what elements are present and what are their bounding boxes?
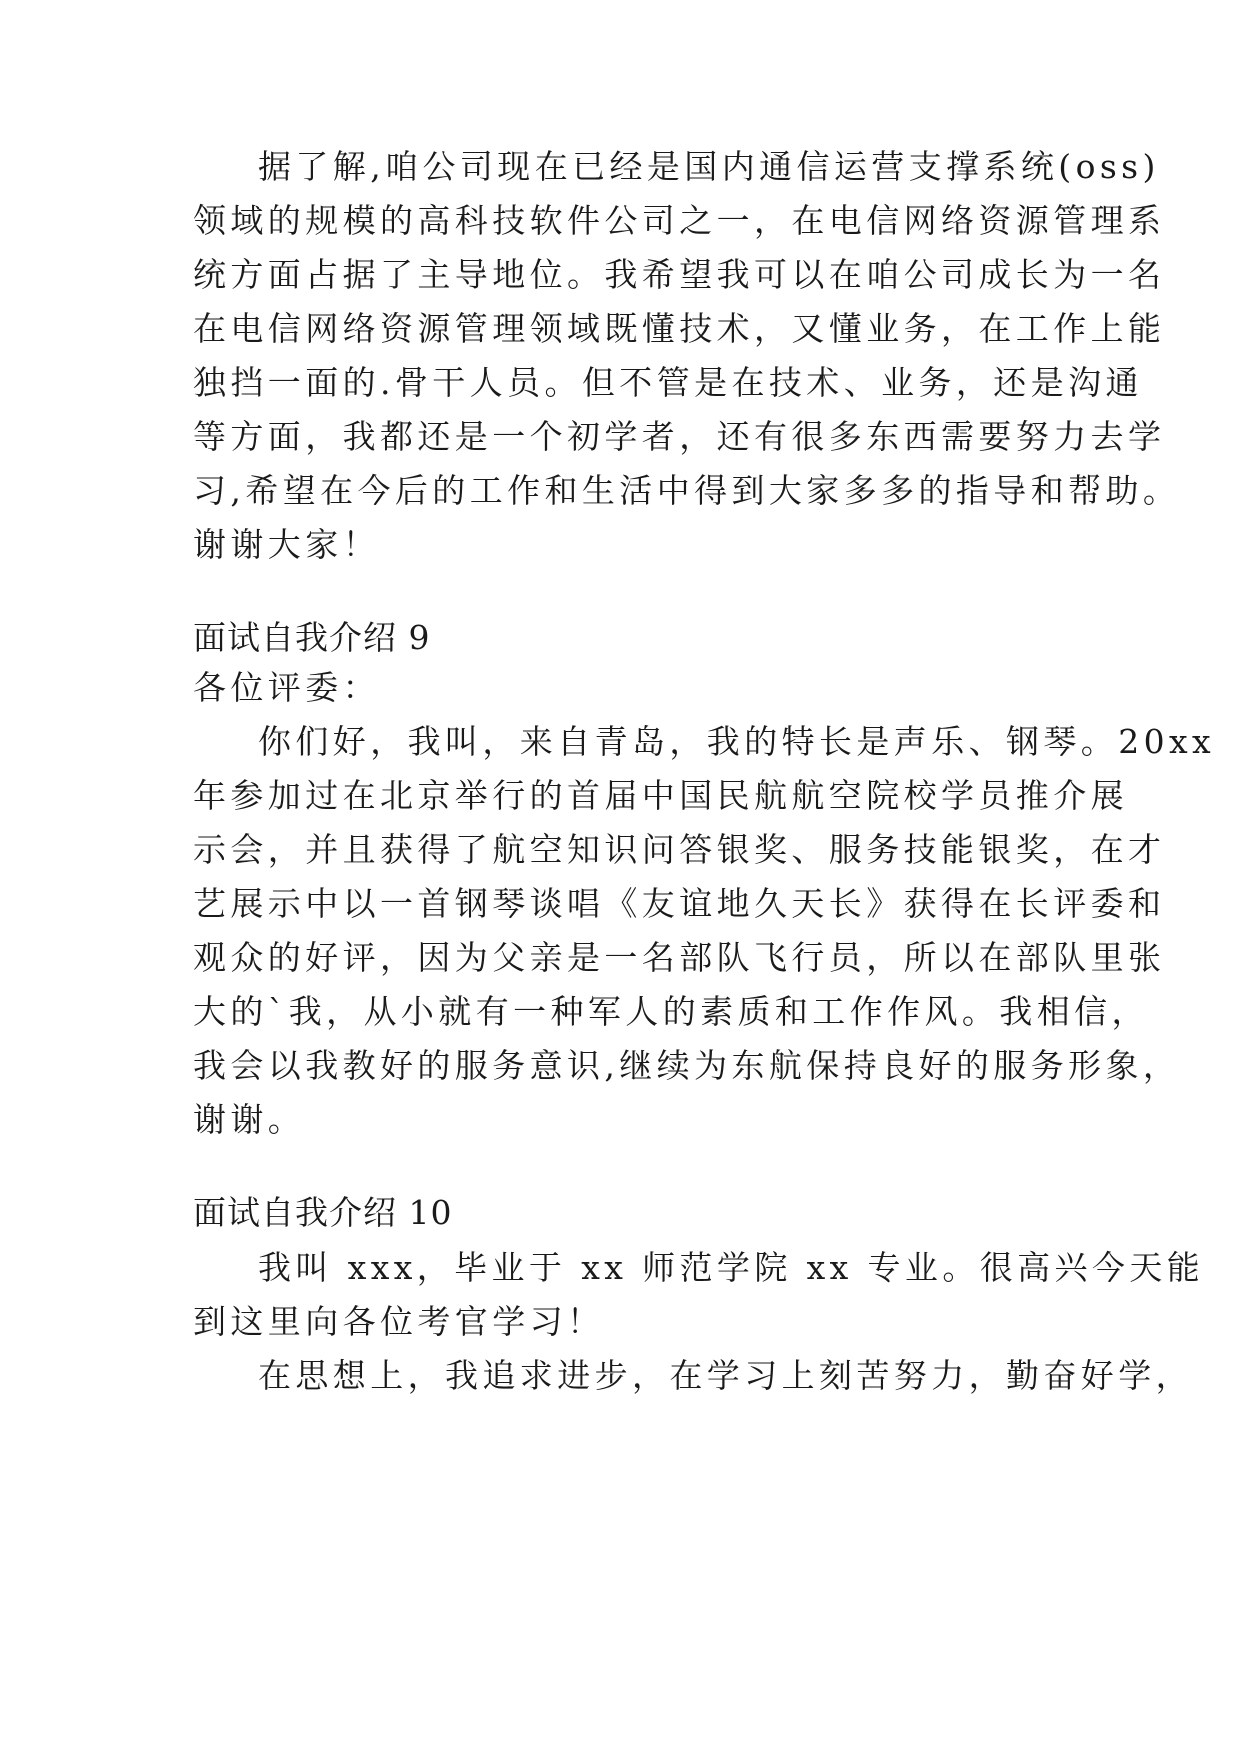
paragraph-line: 我叫 xxx，毕业于 xx 师范学院 xx 专业。很高兴今天能 <box>258 1248 1205 1287</box>
paragraph-line: 年参加过在北京举行的首届中国民航航空院校学员推介展 <box>193 776 1128 815</box>
section-heading: 面试自我介绍 9 <box>193 618 431 657</box>
paragraph-line: 我会以我教好的服务意识,继续为东航保持良好的服务形象， <box>193 1046 1181 1085</box>
paragraph-line: 据了解,咱公司现在已经是国内通信运营支撑系统(oss) <box>258 147 1160 186</box>
salutation: 各位评委： <box>193 668 380 707</box>
paragraph-line: 到这里向各位考官学习！ <box>193 1302 605 1341</box>
paragraph-line: 你们好，我叫，来自青岛，我的特长是声乐、钢琴。20xx <box>258 722 1216 761</box>
paragraph-line: 谢谢。 <box>193 1100 306 1139</box>
paragraph-line: 在思想上，我追求进步，在学习上刻苦努力，勤奋好学， <box>258 1356 1193 1395</box>
paragraph-line: 艺展示中以一首钢琴谈唱《友谊地久天长》获得在长评委和 <box>193 884 1166 923</box>
paragraph-line: 示会，并且获得了航空知识问答银奖、服务技能银奖，在才 <box>193 830 1166 869</box>
paragraph-line: 大的`我，从小就有一种军人的素质和工作作风。我相信， <box>193 992 1149 1031</box>
paragraph-line: 领域的规模的高科技软件公司之一，在电信网络资源管理系 <box>193 201 1166 240</box>
paragraph-line: 观众的好评，因为父亲是一名部队飞行员，所以在部队里张 <box>193 938 1166 977</box>
paragraph-line: 谢谢大家！ <box>193 525 380 564</box>
paragraph-line: 习,希望在今后的工作和生活中得到大家多多的指导和帮助。 <box>193 471 1181 510</box>
paragraph-line: 在电信网络资源管理领域既懂技术，又懂业务，在工作上能 <box>193 309 1166 348</box>
paragraph-line: 等方面，我都还是一个初学者，还有很多东西需要努力去学 <box>193 417 1166 456</box>
paragraph-line: 独挡一面的.骨干人员。但不管是在技术、业务，还是沟通 <box>193 363 1143 402</box>
paragraph-line: 统方面占据了主导地位。我希望我可以在咱公司成长为一名 <box>193 255 1166 294</box>
section-heading: 面试自我介绍 10 <box>193 1193 453 1232</box>
